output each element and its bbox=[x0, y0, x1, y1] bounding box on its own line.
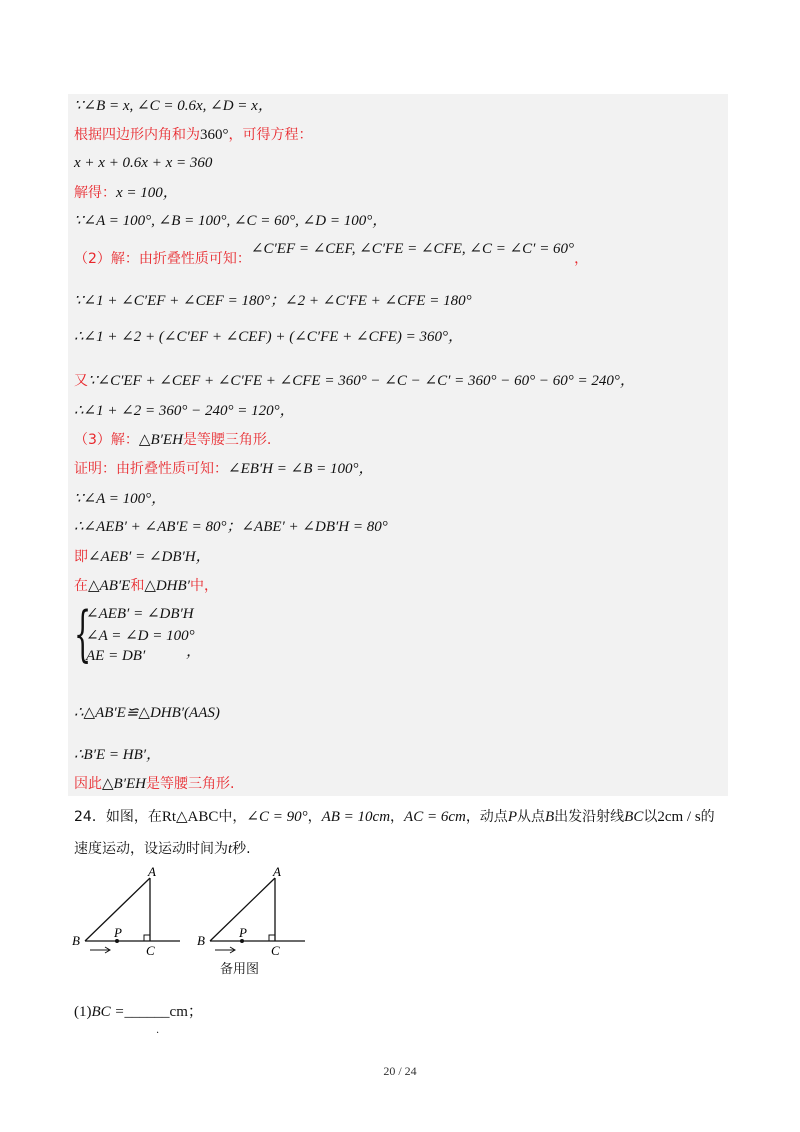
sol-line-18: ∴B′E = HB′， bbox=[74, 747, 162, 763]
brace-row-3: AE = DB′ bbox=[86, 648, 146, 664]
brace-row-2: ∠A = ∠D = 100° bbox=[86, 628, 195, 644]
label-b-2: B bbox=[197, 933, 205, 948]
spare-triangle-figure bbox=[195, 864, 315, 964]
label-p: P bbox=[114, 925, 122, 940]
label-c-2: C bbox=[271, 943, 280, 958]
brace-row-1: ∠AEB′ = ∠DB′H bbox=[86, 606, 194, 622]
congruence-brace bbox=[74, 599, 274, 670]
sol-line-10: ∴∠1 + ∠2 = 360° − 240° = 120°， bbox=[74, 403, 295, 419]
brace-symbol: { bbox=[74, 599, 92, 669]
small-dot: . bbox=[156, 1025, 160, 1036]
sol-line-7: ∵∠1 + ∠C′EF + ∠CEF = 180°；∠2 + ∠C′FE + ∠CFE = 180° bbox=[74, 293, 472, 309]
label-b: B bbox=[72, 933, 80, 948]
sol-line-6: （2）解：由折叠性质可知：∠C′EF = ∠CEF, ∠C′FE = ∠CFE, ∠C = ∠C′ = 60°， bbox=[74, 241, 589, 267]
sol-line-9: 又∵∠C′EF + ∠CEF + ∠C′FE + ∠CFE = 360° − ∠C − ∠C′ = 360° − 60° − 60° = 240°， bbox=[74, 373, 635, 389]
sol-line-11: （3）解：△B′EH是等腰三角形. bbox=[74, 432, 272, 448]
spare-figure-caption: 备用图 bbox=[220, 962, 260, 977]
sol-line-8: ∴∠1 + ∠2 + (∠C′EF + ∠CEF) + (∠C′FE + ∠CFE) = 360°， bbox=[74, 329, 464, 345]
triangle-figure bbox=[70, 864, 190, 964]
sol-line-1: ∵∠B = x, ∠C = 0.6x, ∠D = x， bbox=[74, 98, 273, 114]
sol-line-15: 即∠AEB′ = ∠DB′H， bbox=[74, 549, 211, 565]
sol-line-17: ∴△AB′E≌△DHB′(AAS) bbox=[74, 705, 220, 721]
page-number: 20 / 24 bbox=[383, 1064, 417, 1078]
label-a: A bbox=[148, 864, 156, 879]
sol-line-4: 解得：x = 100， bbox=[74, 185, 178, 201]
sub-question-1: (1)BC =______cm； bbox=[74, 1004, 203, 1020]
sol-line-2: 根据四边形内角和为360°，可得方程： bbox=[74, 127, 313, 143]
label-c: C bbox=[146, 943, 155, 958]
sol-line-19: 因此△B′EH是等腰三角形. bbox=[74, 776, 235, 792]
sol-line-3: x + x + 0.6x + x = 360 bbox=[74, 155, 213, 171]
sol-line-16: 在△AB′E和△DHB′中， bbox=[74, 578, 218, 594]
sol-line-14: ∴∠AEB′ + ∠AB′E = 80°；∠ABE′ + ∠DB′H = 80° bbox=[74, 519, 388, 535]
sol-line-5: ∵∠A = 100°, ∠B = 100°, ∠C = 60°, ∠D = 100°， bbox=[74, 213, 388, 229]
question-line-1: 24．如图，在Rt△ABC中，∠C = 90°，AB = 10cm，AC = 6cm，动点P从点B出发沿射线BC以2cm / s的 bbox=[74, 809, 715, 825]
sol-line-13: ∵∠A = 100°， bbox=[74, 491, 167, 507]
question-line-2: 速度运动，设运动时间为t秒. bbox=[74, 841, 251, 857]
label-a-2: A bbox=[273, 864, 281, 879]
brace-tail: ， bbox=[186, 644, 202, 660]
label-p-2: P bbox=[239, 925, 247, 940]
sol-line-12: 证明：由折叠性质可知：∠EB′H = ∠B = 100°， bbox=[74, 461, 374, 477]
